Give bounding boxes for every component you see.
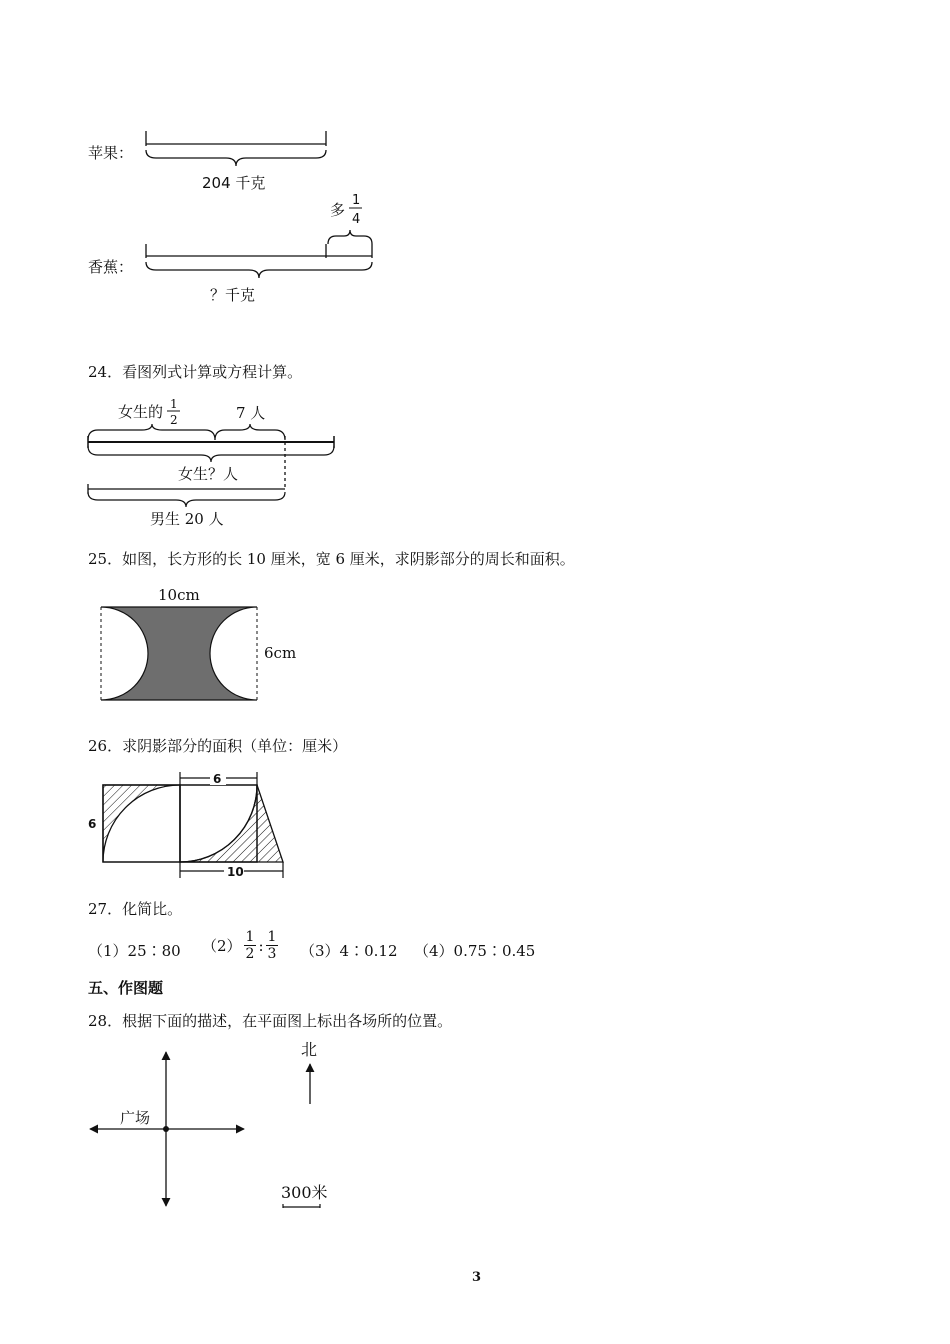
apple-value: 204 千克	[202, 174, 266, 192]
q27-part-4: （4）0.75∶0.45	[414, 942, 536, 960]
more-word: 多	[330, 201, 346, 219]
seven-people: 7 人	[236, 404, 266, 422]
question-25-text: 25．如图，长方形的长 10 厘米，宽 6 厘米，求阴影部分的周长和面积。	[88, 550, 575, 568]
section-5-title: 五、作图题	[88, 979, 164, 997]
q27-part-2-colon: :	[258, 936, 264, 955]
left-dimension-label: 6	[88, 817, 97, 831]
width-label: 6cm	[264, 644, 297, 662]
banana-value: ？千克	[210, 286, 256, 304]
square-label: 广场	[120, 1109, 151, 1127]
q27-part-3: （3）4∶0.12	[300, 942, 398, 960]
question-24-text: 24．看图列式计算或方程计算。	[88, 363, 303, 381]
page-number: 3	[472, 1270, 482, 1285]
top-dimension-label: 6	[213, 772, 222, 786]
q27-part-1: （1）25∶80	[88, 942, 181, 960]
boys-20: 男生 20 人	[150, 510, 224, 528]
apple-label: 苹果：	[88, 144, 134, 162]
half-denominator: 2	[170, 413, 178, 427]
half-numerator: 1	[170, 397, 178, 411]
scale-label: 300米	[281, 1183, 328, 1202]
more-numerator: 1	[352, 193, 361, 208]
length-label: 10cm	[158, 586, 200, 604]
north-label: 北	[301, 1040, 318, 1059]
q27-part-2-prefix: （2）	[202, 937, 242, 955]
girls-half-prefix: 女生的	[118, 403, 164, 421]
q27-fraction-a-den: 2	[245, 946, 255, 962]
question-28-text: 28．根据下面的描述，在平面图上标出各场所的位置。	[88, 1012, 453, 1030]
more-denominator: 4	[352, 212, 361, 227]
question-27-text: 27．化简比。	[88, 900, 183, 918]
question-26-text: 26．求阴影部分的面积（单位：厘米）	[88, 737, 348, 755]
q27-fraction-a-num: 1	[245, 929, 255, 945]
q27-fraction-b-den: 3	[267, 946, 277, 962]
banana-label: 香蕉：	[88, 258, 134, 276]
bottom-dimension-label: 10	[227, 865, 244, 879]
girls-unknown: 女生？人	[178, 465, 239, 483]
q27-fraction-b-num: 1	[267, 929, 277, 945]
